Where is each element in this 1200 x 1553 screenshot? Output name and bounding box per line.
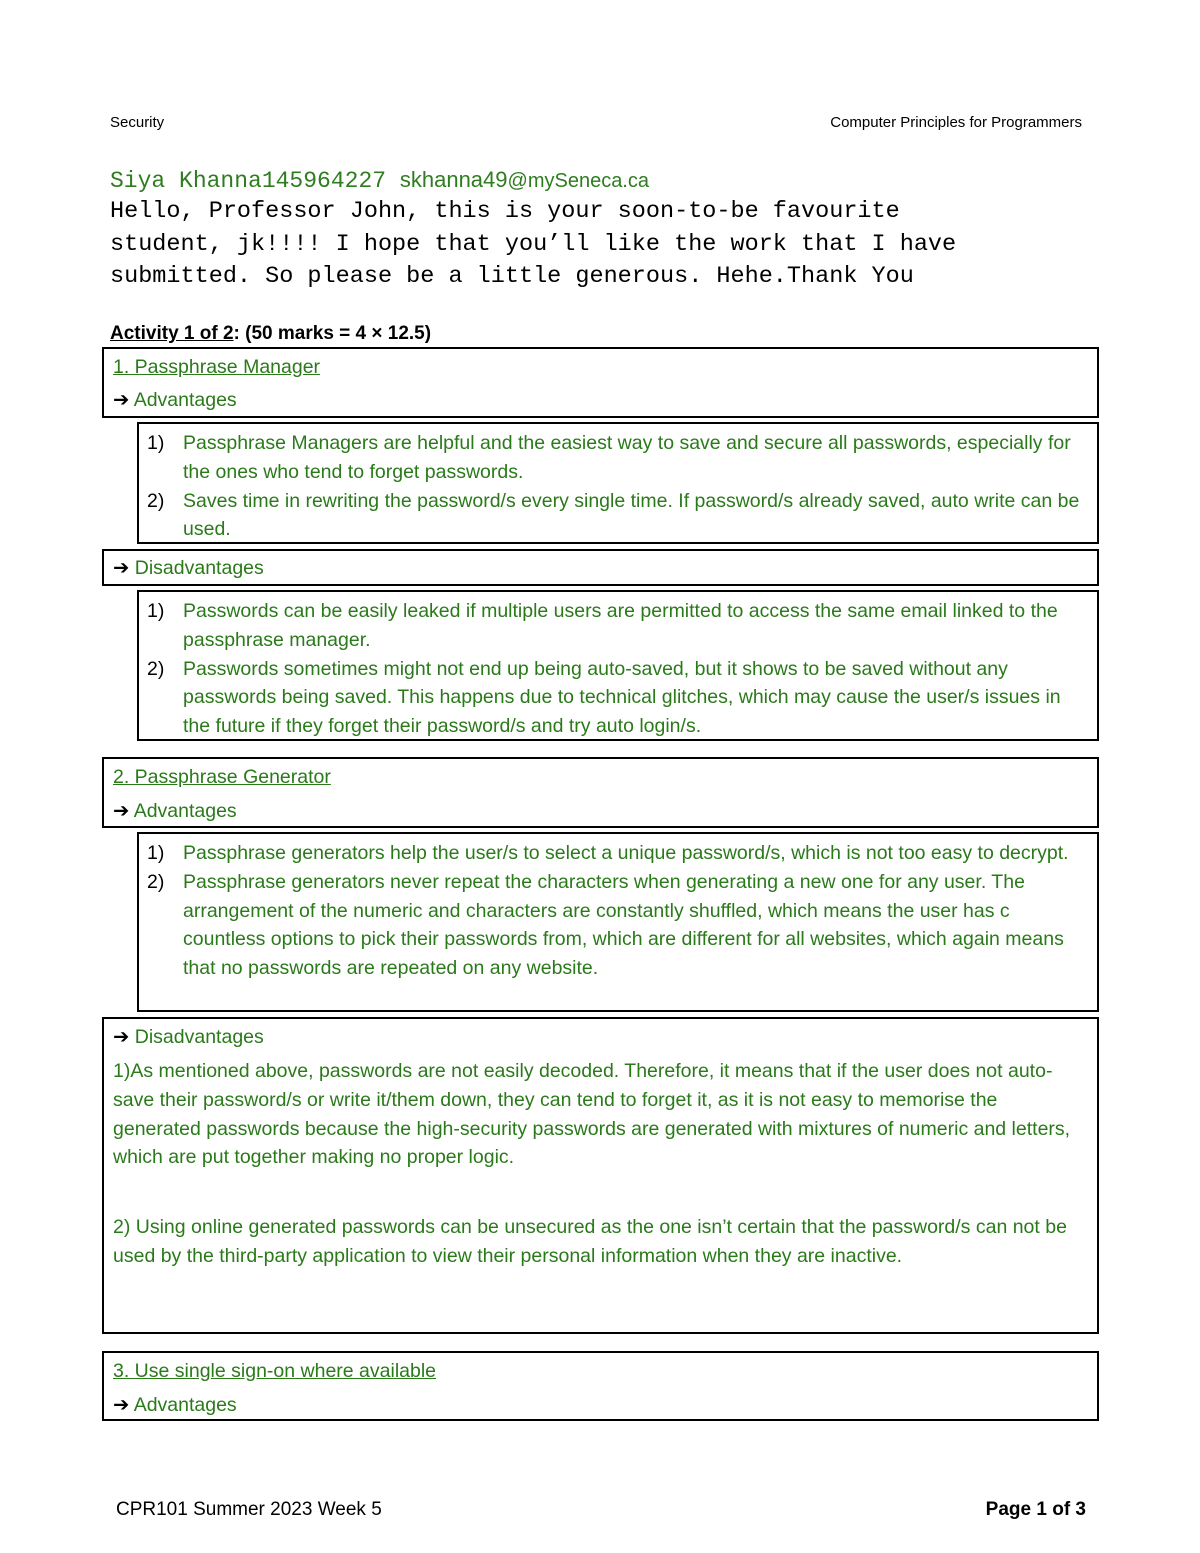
section-2-advantages-box	[137, 832, 1099, 1012]
section-2-title: 2. Passphrase Generator	[113, 766, 331, 788]
section-1-header-box	[102, 347, 1099, 418]
header-course-title: Computer Principles for Programmers	[830, 114, 1082, 131]
section-3-advantages-label: Advantages	[133, 1394, 237, 1416]
section-1-disadvantages-header-box	[102, 549, 1099, 586]
list-item: 2) Saves time in rewriting the password/s every single time. If password/s already saved, auto write can be used.	[147, 489, 1080, 541]
arrow-icon: ➔	[113, 557, 130, 579]
student-name-id: Siya Khanna145964227	[110, 168, 400, 194]
section-1-disadvantages-label: Disadvantages	[134, 557, 264, 579]
activity-prefix: Activity 1 of 2	[110, 323, 234, 344]
section-1-disadvantages-box	[137, 590, 1099, 741]
list-item: 1) Passphrase generators help the user/s to select a unique password/s, which is not too easy to decrypt.	[147, 842, 1069, 864]
arrow-icon: ➔	[113, 800, 130, 822]
header-course-topic: Security	[110, 114, 165, 131]
section-3-header-box	[102, 1351, 1099, 1421]
list-item: 2) Passwords sometimes might not end up being auto-saved, but it shows to be saved without any passwords being saved. This happens due to technical glitches, which may cause the user/s issues in the future if they forget their password/s and try auto login/s.	[147, 657, 1061, 738]
list-item: 2) Passphrase generators never repeat the characters when generating a new one for any user. The arrangement of the numeric and characters are constantly shuffled, which means the user has c countless options to pick their passwords from, which are different for all websites, which again means that no passwords are repeated on any website.	[147, 870, 1064, 980]
activity-suffix: : (50 marks = 4 × 12.5)	[233, 323, 432, 344]
student-email-domain: @mySeneca.ca	[507, 170, 649, 192]
section-2-advantages-label: Advantages	[133, 800, 237, 822]
greeting-text: Hello, Professor John, this is your soon-to-be favourite student, jk!!!! I hope that you’ll like the work that I have submitted. So please be a little generous. Hehe.Thank You	[110, 198, 957, 290]
section-2-disadvantages-label: Disadvantages	[134, 1026, 264, 1048]
list-item: 1) Passphrase Managers are helpful and the easiest way to save and secure all passwords, especially for the ones who tend to forget passwords.	[147, 432, 1071, 483]
section-1-advantages-label: Advantages	[133, 389, 237, 411]
section-3-title: 3. Use single sign-on where available	[113, 1360, 437, 1382]
list-item: 1) Passwords can be easily leaked if multiple users are permitted to access the same email linked to the passphrase manager.	[147, 600, 1058, 651]
footer-course-week: CPR101 Summer 2023 Week 5	[116, 1499, 382, 1520]
student-info	[110, 166, 649, 194]
arrow-icon: ➔	[113, 389, 130, 411]
section-1-title: 1. Passphrase Manager	[113, 356, 321, 378]
student-username: skhanna49	[399, 167, 508, 192]
arrow-icon: ➔	[113, 1394, 130, 1416]
section-2-disadvantages-box	[102, 1017, 1099, 1334]
footer-page-number: Page 1 of 3	[985, 1499, 1086, 1520]
section-1-advantages-box	[137, 422, 1099, 544]
activity-heading	[110, 323, 431, 345]
disadvantage-paragraph-2: 2) Using online generated passwords can be unsecured as the one isn’t certain that the password/s can not be used by the third-party application to view their personal information when they are inactive.	[113, 1216, 1067, 1267]
section-2-header-box	[102, 757, 1099, 828]
arrow-icon: ➔	[113, 1026, 130, 1048]
disadvantage-paragraph-1: 1)As mentioned above, passwords are not easily decoded. Therefore, it means that if the user does not auto-save their password/s or write it/them down, they can tend to forget it, as it is not easy to memorise the generated passwords because the high-security passwords are generated with mixtures of numeric and letters, which are put together making no proper logic.	[113, 1060, 1071, 1169]
